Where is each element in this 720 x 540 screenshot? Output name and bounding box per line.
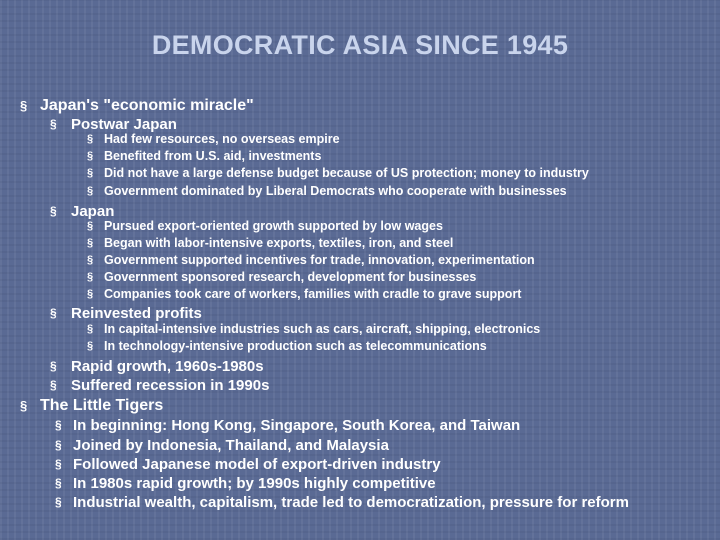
list-item-text: Reinvested profits — [71, 305, 202, 322]
sub-list-item-text: Had few resources, no overseas empire — [104, 132, 340, 146]
section-heading-text: Japan's "economic miracle" — [40, 97, 254, 114]
bullet-icon: § — [55, 457, 62, 471]
bullet-icon: § — [50, 378, 57, 392]
sub-list-item-text: In capital-intensive industries such as cars, aircraft, shipping, electronics — [104, 322, 541, 336]
sub-list-item-text: Benefited from U.S. aid, investments — [104, 149, 322, 163]
bullet-icon: § — [87, 185, 94, 197]
sub-list-item-text: Pursued export-oriented growth supported by low wages — [104, 219, 443, 233]
list-item-text: Joined by Indonesia, Thailand, and Malaysia — [73, 437, 389, 454]
bullet-icon: § — [87, 288, 94, 300]
sub-list-item-text: In technology-intensive production such as telecommunications — [104, 339, 487, 353]
list-item-text: In 1980s rapid growth; by 1990s highly competitive — [73, 475, 436, 492]
sub-list-item-text: Government supported incentives for trade, innovation, experimentation — [104, 253, 535, 267]
sub-list-item-text: Government dominated by Liberal Democrats who cooperate with businesses — [104, 184, 567, 198]
list-item-text: In beginning: Hong Kong, Singapore, South Korea, and Taiwan — [73, 417, 521, 434]
bullet-icon: § — [87, 323, 94, 335]
bullet-icon: § — [55, 438, 62, 452]
bullet-icon: § — [20, 98, 28, 113]
list-item-text: Industrial wealth, capitalism, trade led to democratization, pressure for reform — [73, 494, 629, 511]
bullet-icon: § — [55, 495, 62, 509]
bullet-icon: § — [87, 150, 94, 162]
bullet-icon: § — [50, 204, 57, 218]
sub-list-item-text: Began with labor-intensive exports, textiles, iron, and steel — [104, 236, 454, 250]
bullet-icon: § — [87, 167, 94, 179]
bullet-icon: § — [87, 254, 94, 266]
list-item-text: Postwar Japan — [71, 116, 177, 133]
bullet-icon: § — [50, 359, 57, 373]
bullet-icon: § — [55, 476, 62, 490]
list-item-text: Rapid growth, 1960s-1980s — [71, 358, 264, 375]
sub-list-item-text: Did not have a large defense budget because of US protection; money to industry — [104, 166, 589, 180]
bullet-icon: § — [50, 306, 57, 320]
bullet-icon: § — [20, 398, 28, 413]
list-item-text: Japan — [71, 203, 115, 220]
bullet-icon: § — [50, 117, 57, 131]
sub-list-item-text: Companies took care of workers, families with cradle to grave support — [104, 287, 522, 301]
bullet-icon: § — [55, 418, 62, 432]
bullet-icon: § — [87, 133, 94, 145]
section-heading-text: The Little Tigers — [40, 397, 164, 414]
bullet-icon: § — [87, 220, 94, 232]
list-item-text: Followed Japanese model of export-driven industry — [73, 456, 441, 473]
bullet-icon: § — [87, 271, 94, 283]
list-item-text: Suffered recession in 1990s — [71, 377, 270, 394]
bullet-icon: § — [87, 340, 94, 352]
slide-title: DEMOCRATIC ASIA SINCE 1945 — [151, 30, 569, 60]
bullet-icon: § — [87, 237, 94, 249]
sub-list-item-text: Government sponsored research, development for businesses — [104, 270, 477, 284]
